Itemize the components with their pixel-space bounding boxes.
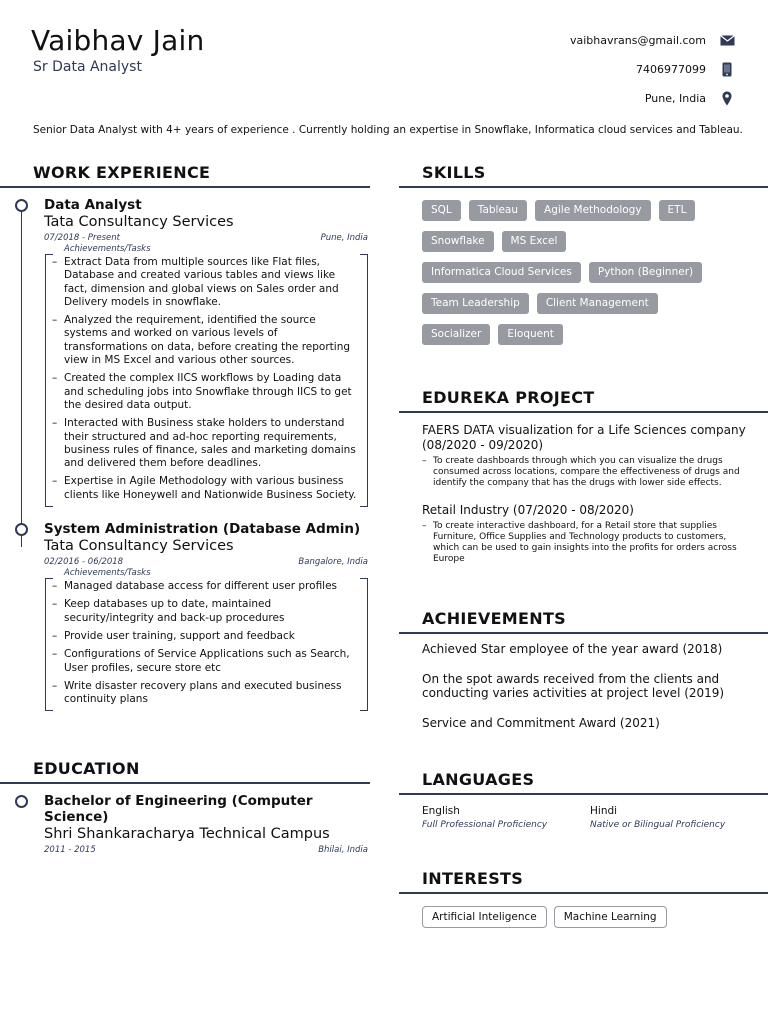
project-section bbox=[399, 388, 768, 565]
achievements-label: Achievements/Tasks bbox=[64, 244, 151, 254]
education-meta bbox=[44, 845, 368, 855]
language-level: Native or Bilingual Proficiency bbox=[590, 820, 726, 830]
left-column bbox=[0, 163, 370, 855]
project-entry bbox=[399, 503, 768, 565]
languages-list bbox=[399, 805, 768, 832]
job-dates: 02/2016 - 06/2018 bbox=[44, 557, 124, 568]
interests-heading: INTERESTS bbox=[422, 869, 524, 888]
achievements-list bbox=[44, 254, 368, 507]
contact-location bbox=[415, 84, 735, 113]
project-description: – To create dashboards through which you can visualize the drugs consumed across locations, compare the effectiveness of drugs and identify the company that has the drugs with lower side effects. bbox=[422, 456, 748, 489]
work-experience-heading: WORK EXPERIENCE bbox=[33, 163, 211, 182]
phone-text[interactable]: 7406977099 bbox=[636, 63, 706, 76]
list-item: – Keep databases up to date, maintained security/integrity and back-up procedures bbox=[64, 598, 360, 625]
skill-tag: Socializer bbox=[422, 324, 490, 345]
skills-list bbox=[399, 188, 739, 345]
job-title: System Administration (Database Admin) bbox=[44, 521, 361, 538]
right-column bbox=[399, 163, 768, 923]
email-text[interactable]: vaibhavrans@gmail.com bbox=[569, 34, 706, 47]
project-entry bbox=[399, 423, 768, 489]
project-heading: EDUREKA PROJECT bbox=[422, 388, 595, 407]
skill-tag: Tableau bbox=[469, 200, 527, 221]
achievements-list bbox=[399, 642, 768, 730]
skill-tag: MS Excel bbox=[502, 231, 567, 252]
skill-tag: Eloquent bbox=[498, 324, 563, 345]
languages-section bbox=[399, 770, 768, 832]
list-item: – Interacted with Business stake holders to understand their structured and ad-hoc reporting requirements, business rules of finance, sales and marketing domains and delivered them before deadlines. bbox=[64, 417, 360, 470]
timeline-dot bbox=[15, 523, 28, 536]
education-heading: EDUCATION bbox=[33, 759, 140, 778]
timeline-dot bbox=[15, 795, 28, 808]
list-item: – Extract Data from multiple sources like Flat files, Database and created various tables and views like fact, dimension and global views on Sales order and Delivery models in snowflake. bbox=[64, 256, 360, 309]
language-item bbox=[422, 805, 590, 832]
job-entry bbox=[0, 521, 370, 711]
candidate-title: Sr Data Analyst bbox=[33, 59, 142, 75]
map-pin-icon bbox=[719, 91, 735, 106]
job-company: Tata Consultancy Services bbox=[44, 214, 234, 230]
contact-block bbox=[415, 26, 735, 113]
skill-tag: SQL bbox=[422, 200, 461, 221]
list-item: – Expertise in Agile Methodology with various business clients like Honeywell and Nationwide Business Society. bbox=[64, 475, 360, 502]
job-meta bbox=[44, 233, 368, 243]
education-entry bbox=[0, 793, 370, 855]
language-item bbox=[590, 805, 758, 832]
contact-email[interactable] bbox=[415, 26, 735, 55]
language-name: Hindi bbox=[590, 805, 618, 817]
job-company: Tata Consultancy Services bbox=[44, 538, 234, 555]
section-divider bbox=[399, 892, 768, 894]
skill-tag: Client Management bbox=[537, 293, 658, 314]
job-meta bbox=[44, 557, 368, 567]
summary-text: Senior Data Analyst with 4+ years of experience . Currently holding an expertise in Snowflake, Informatica cloud services and Tableau. bbox=[33, 124, 743, 136]
language-level: Full Professional Proficiency bbox=[422, 820, 548, 830]
skill-tag: ETL bbox=[659, 200, 696, 221]
envelope-icon bbox=[719, 35, 735, 46]
interests-section bbox=[399, 869, 768, 928]
achievements-heading: ACHIEVEMENTS bbox=[422, 609, 566, 628]
achievements-label: Achievements/Tasks bbox=[64, 568, 151, 579]
school-name: Shri Shankaracharya Technical Campus bbox=[44, 826, 330, 842]
list-item: – Write disaster recovery plans and executed business continuity plans bbox=[64, 680, 360, 707]
languages-heading: LANGUAGES bbox=[422, 770, 535, 789]
job-location: Pune, India bbox=[320, 233, 368, 243]
location-text: Pune, India bbox=[644, 92, 706, 105]
list-item: – Configurations of Service Applications such as Search, User profiles, secure store etc bbox=[64, 648, 360, 675]
project-title: FAERS DATA visualization for a Life Sciences company (08/2020 - 09/2020) bbox=[422, 423, 746, 452]
achievements-list bbox=[44, 578, 368, 711]
project-title: Retail Industry (07/2020 - 08/2020) bbox=[422, 503, 634, 517]
skill-tag: Snowflake bbox=[422, 231, 494, 252]
interests-list bbox=[399, 906, 768, 928]
list-item: – Managed database access for different user profiles bbox=[64, 580, 360, 593]
education-section bbox=[0, 759, 370, 855]
interest-tag: Artificial Inteligence bbox=[422, 906, 547, 928]
job-location: Bangalore, India bbox=[298, 557, 368, 568]
job-dates: 07/2018 - Present bbox=[44, 233, 121, 243]
skill-tag: Python (Beginner) bbox=[589, 262, 702, 283]
list-item: – Created the complex IICS workflows by Loading data and scheduling jobs into Snowflake through IICS to get the desired data output. bbox=[64, 372, 360, 412]
section-divider bbox=[0, 186, 370, 188]
section-divider bbox=[399, 632, 768, 634]
job-entry bbox=[0, 197, 370, 507]
education-location: Bhilai, India bbox=[318, 845, 368, 855]
achievement-item: Achieved Star employee of the year award (2018) bbox=[422, 642, 723, 656]
achievements-section bbox=[399, 609, 768, 730]
candidate-name: Vaibhav Jain bbox=[31, 24, 205, 57]
degree-title: Bachelor of Engineering (Computer Science) bbox=[44, 793, 313, 825]
skill-tag: Agile Methodology bbox=[535, 200, 651, 221]
section-divider bbox=[399, 411, 768, 413]
achievement-item: On the spot awards received from the clients and conducting varies activities at project level (2019) bbox=[422, 672, 725, 700]
phone-icon bbox=[719, 62, 735, 77]
achievement-item: Service and Commitment Award (2021) bbox=[422, 716, 660, 730]
section-divider bbox=[399, 793, 768, 795]
list-item: – Provide user training, support and feedback bbox=[64, 630, 360, 643]
education-dates: 2011 - 2015 bbox=[44, 845, 96, 855]
work-timeline bbox=[0, 197, 370, 711]
list-item: – Analyzed the requirement, identified the source systems and worked on various levels of transformations on data, before creating the reporting view in MS Excel and various other sources. bbox=[64, 314, 360, 367]
skills-heading: SKILLS bbox=[422, 163, 486, 182]
skill-tag: Informatica Cloud Services bbox=[422, 262, 581, 283]
timeline-dot bbox=[15, 199, 28, 212]
skill-tag: Team Leadership bbox=[422, 293, 529, 314]
language-name: English bbox=[422, 805, 460, 817]
project-description: – To create interactive dashboard, for a Retail store that supplies Furniture, Office Supplies and Technology products to customers, which can be used to gain insights into the profits for orders across Europe bbox=[422, 521, 748, 565]
section-divider bbox=[0, 782, 370, 784]
job-title: Data Analyst bbox=[44, 197, 142, 213]
contact-phone[interactable] bbox=[415, 55, 735, 84]
interest-tag: Machine Learning bbox=[554, 906, 667, 928]
